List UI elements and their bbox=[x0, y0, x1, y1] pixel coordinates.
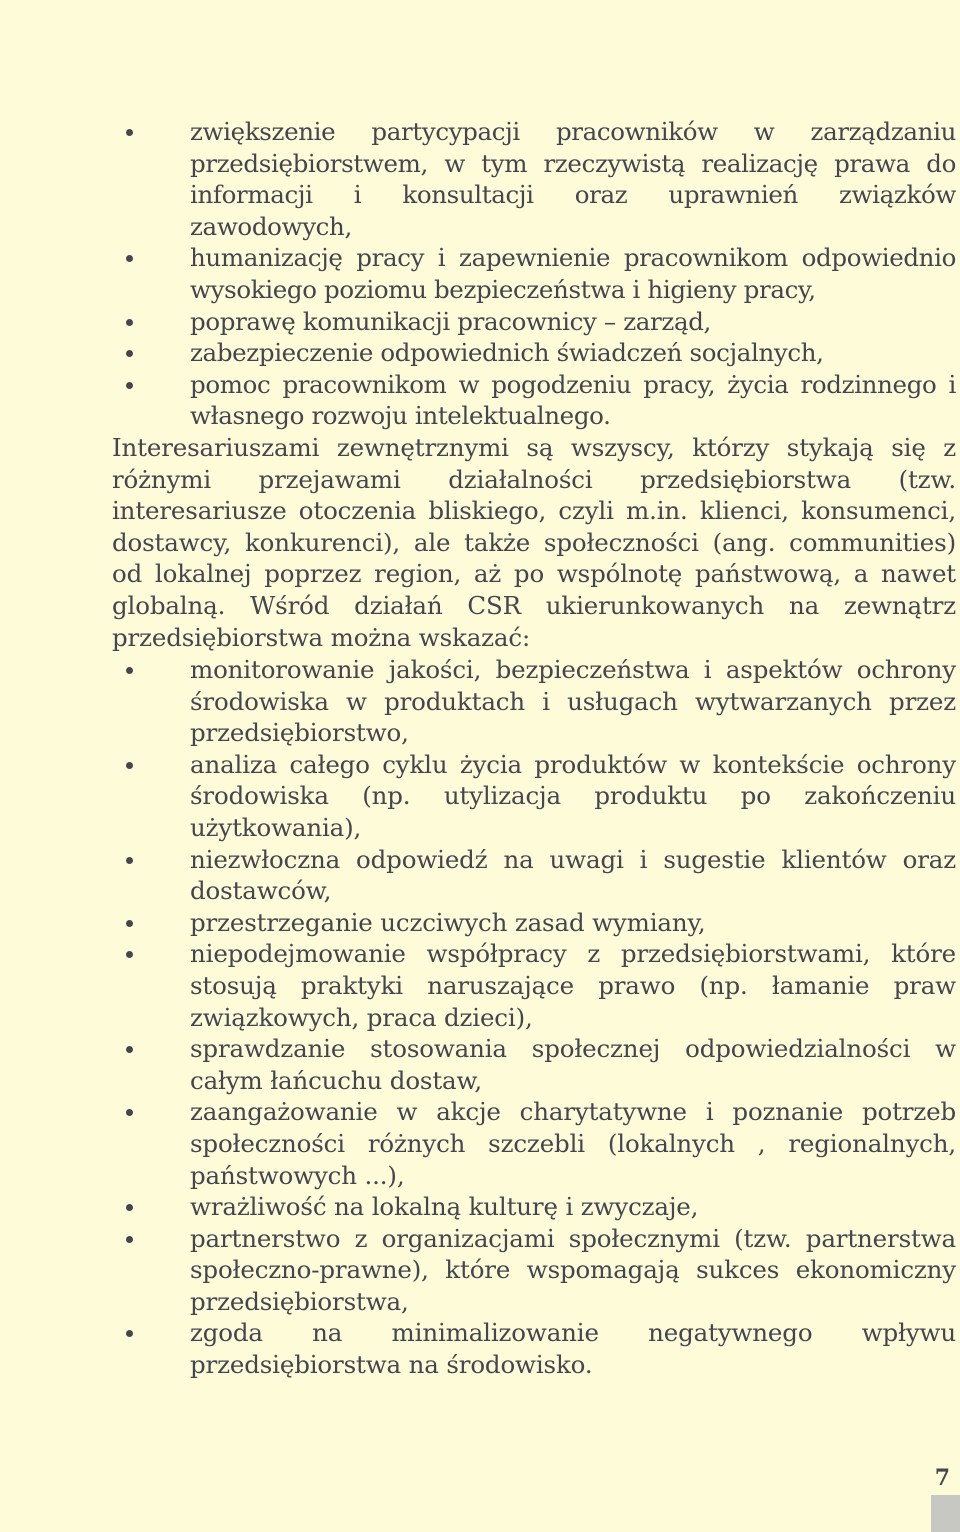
internal-actions-list bbox=[112, 116, 956, 432]
list-item: wrażliwość na lokalną kulturę i zwyczaje, bbox=[112, 1191, 956, 1223]
list-item: partnerstwo z organizacjami społecznymi (tzw. partnerstwa społeczno-prawne), które wspomagają sukces ekonomiczny przedsiębiorstwa, bbox=[112, 1223, 956, 1318]
list-item: zgoda na minimalizowanie negatywnego wpływu przedsiębiorstwa na środowisko. bbox=[112, 1317, 956, 1380]
corner-decoration-bar bbox=[931, 1495, 960, 1532]
list-item: sprawdzanie stosowania społecznej odpowiedzialności w całym łańcuchu dostaw, bbox=[112, 1033, 956, 1096]
list-item: poprawę komunikacji pracownicy – zarząd, bbox=[112, 306, 956, 338]
list-item: analiza całego cyklu życia produktów w kontekście ochrony środowiska (np. utylizacja produktu po zakończeniu użytkowania), bbox=[112, 749, 956, 844]
list-item: monitorowanie jakości, bezpieczeństwa i aspektów ochrony środowiska w produktach i usługach wytwarzanych przez przedsiębiorstwo, bbox=[112, 654, 956, 749]
list-item: niezwłoczna odpowiedź na uwagi i sugestie klientów oraz dostawców, bbox=[112, 844, 956, 907]
list-item: zabezpieczenie odpowiednich świadczeń socjalnych, bbox=[112, 337, 956, 369]
external-actions-list bbox=[112, 654, 956, 1381]
list-item: pomoc pracownikom w pogodzeniu pracy, życia rodzinnego i własnego rozwoju intelektualnego. bbox=[112, 369, 956, 432]
list-item: niepodejmowanie współpracy z przedsiębiorstwami, które stosują praktyki naruszające prawo (np. łamanie praw związkowych, praca dzieci), bbox=[112, 938, 956, 1033]
external-stakeholders-paragraph: Interesariuszami zewnętrznymi są wszyscy, którzy stykają się z różnymi przejawami działalności przedsiębiorstwa (tzw. interesariusze otoczenia bliskiego, czyli m.in. klienci, konsumenci, dostawcy, konkurenci), ale także społeczności (ang. communities) od lokalnej poprzez region, aż po wspólnotę państwową, a nawet globalną. Wśród działań CSR ukierunkowanych na zewnątrz przedsiębiorstwa można wskazać: bbox=[112, 433, 956, 652]
list-item: zwiększenie partycypacji pracowników w zarządzaniu przedsiębiorstwem, w tym rzeczywistą realizację prawa do informacji i konsultacji oraz uprawnień związków zawodowych, bbox=[112, 116, 956, 242]
page-number: 7 bbox=[934, 1465, 950, 1491]
list-item: zaangażowanie w akcje charytatywne i poznanie potrzeb społeczności różnych szczebli (lokalnych , regionalnych, państwowych ...), bbox=[112, 1096, 956, 1191]
list-item: humanizację pracy i zapewnienie pracownikom odpowiednio wysokiego poziomu bezpieczeństwa i higieny pracy, bbox=[112, 242, 956, 305]
list-item: przestrzeganie uczciwych zasad wymiany, bbox=[112, 907, 956, 939]
